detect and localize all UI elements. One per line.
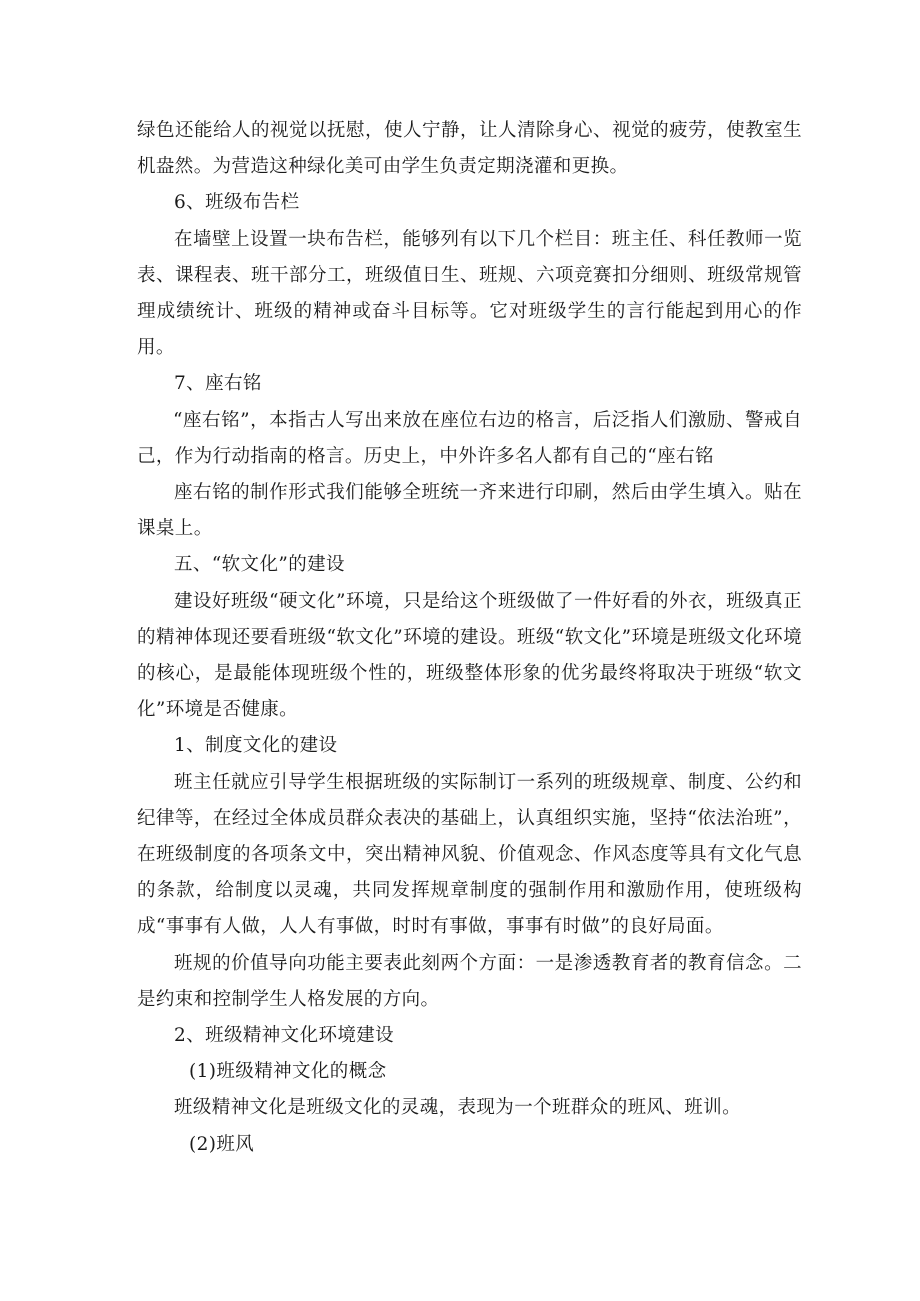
paragraph-spirit-concept: 班级精神文化是班级文化的灵魂，表现为一个班群众的班风、班训。 [174, 1097, 742, 1119]
paragraph-class-rules: 班规的价值导向功能主要表此刻两个方面：一是渗透教育者的教育信念。二是约束和控制学生人格发展的方向。 [137, 952, 802, 1010]
heading-spirit-culture: 2、班级精神文化环境建设 [174, 1025, 395, 1047]
heading-soft-culture: 五、“软文化”的建设 [174, 554, 345, 576]
paragraph-motto-definition: “座右铭”，本指古人写出来放在座位右边的格言，后泛指人们激励、警戒自己，作为行动指南的格言。历史上，中外许多名人都有自己的“座右铭 [137, 409, 802, 467]
heading-motto: 7、座右铭 [174, 373, 262, 395]
paragraph-greenery-end: 绿色还能给人的视觉以抚慰，使人宁静，让人清除身心、视觉的疲劳，使教室生机盎然。为营造这种绿化美可由学生负责定期浇灌和更换。 [137, 120, 802, 178]
paragraph-bulletin-board: 在墙壁上设置一块布告栏，能够列有以下几个栏目：班主任、科任教师一览表、课程表、班干部分工，班级值日生、班规、六项竞赛扣分细则、班级常规管理成绩统计、班级的精神或奋斗目标等。它对班级学生的言行能起到用心的作用。 [137, 228, 802, 359]
paragraph-soft-culture: 建设好班级“硬文化”环境，只是给这个班级做了一件好看的外衣，班级真正的精神体现还要看班级“软文化”环境的建设。班级“软文化”环境是班级文化环境的核心，是最能体现班级个性的，班级整体形象的优劣最终将取决于班级“软文化”环境是否健康。 [137, 590, 802, 721]
heading-system-culture: 1、制度文化的建设 [174, 735, 338, 757]
document-body [137, 113, 802, 1163]
subheading-class-style: (2)班风 [189, 1133, 255, 1155]
subheading-spirit-concept: (1)班级精神文化的概念 [189, 1061, 387, 1083]
paragraph-motto-production: 座右铭的制作形式我们能够全班统一齐来进行印刷，然后由学生填入。贴在课桌上。 [137, 482, 802, 540]
heading-bulletin-board: 6、班级布告栏 [174, 192, 300, 214]
paragraph-system-culture: 班主任就应引导学生根据班级的实际制订一系列的班级规章、制度、公约和纪律等，在经过全体成员群众表决的基础上，认真组织实施，坚持“依法治班”，在班级制度的各项条文中，突出精神风貌、价值观念、作风态度等具有文化气息的条款，给制度以灵魂，共同发挥规章制度的强制作用和激励作用，使班级构成“事事有人做，人人有事做，时时有事做，事事有时做”的良好局面。 [137, 771, 802, 938]
